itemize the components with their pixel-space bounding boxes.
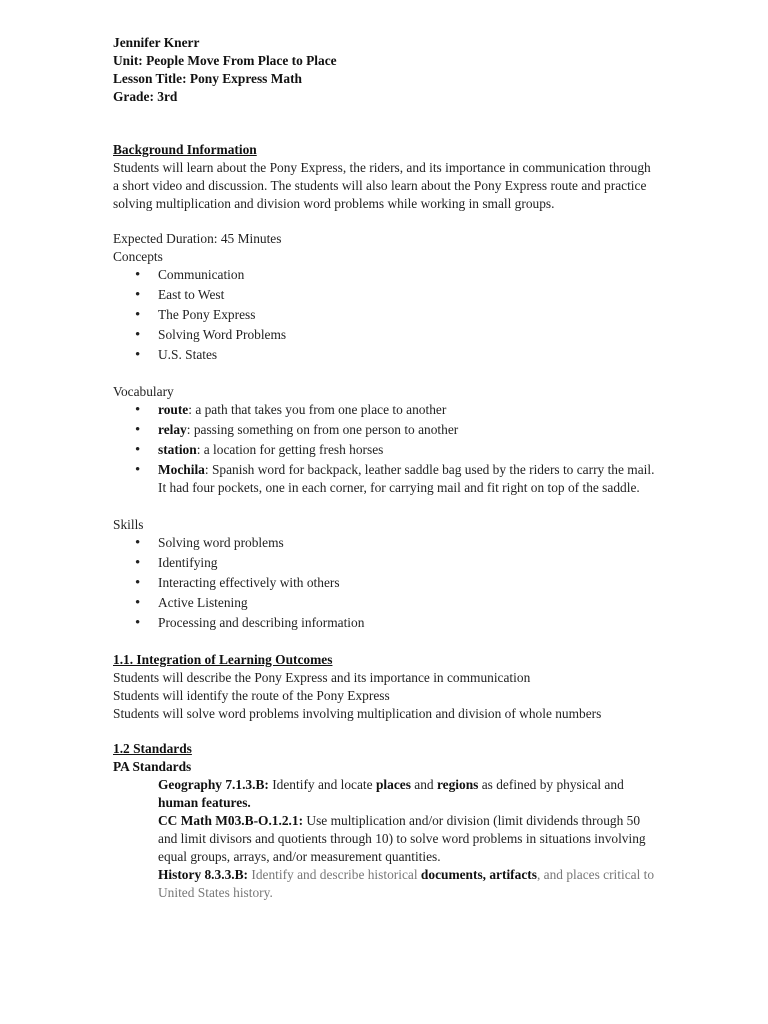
standard-label: History 8.3.3.B:	[158, 867, 249, 882]
author-name: Jennifer Knerr	[113, 35, 200, 50]
outcome-line: Students will describe the Pony Express and its importance in communication	[113, 670, 531, 685]
vocab-term: route	[158, 402, 189, 417]
standards-heading: 1.2 Standards	[113, 741, 192, 756]
geography-standard	[113, 776, 658, 812]
vocab-term: Mochila	[158, 462, 205, 477]
vocab-def: : passing something on from one person to another	[186, 422, 459, 437]
background-heading: Background Information	[113, 142, 257, 157]
standard-bold: human features.	[158, 795, 251, 810]
vocab-term: station	[158, 442, 197, 457]
standard-text: Identify and locate	[268, 777, 376, 792]
standard-text: Identify and describe historical	[248, 867, 421, 882]
unit-line: Unit: People Move From Place to Place	[113, 53, 337, 68]
list-item: • Solving word problems	[113, 534, 658, 552]
list-item	[113, 421, 658, 439]
pa-standards-subheading: PA Standards	[113, 759, 192, 774]
list-item: • Communication	[113, 266, 658, 284]
list-item: • Active Listening	[113, 594, 658, 612]
concepts-list	[113, 266, 658, 364]
vocab-def: : Spanish word for backpack, leather saddle bag used by the riders to carry the mail. It had four pockets, one in each corner, for carrying mail and fit right on top of the saddle.	[158, 462, 655, 495]
document-page	[113, 34, 658, 902]
duration-line: Expected Duration: 45 Minutes	[113, 231, 282, 246]
concepts-label: Concepts	[113, 249, 163, 264]
list-item	[113, 401, 658, 419]
standard-text: as defined by physical and	[478, 777, 624, 792]
list-item: • Interacting effectively with others	[113, 574, 658, 592]
outcome-line: Students will identify the route of the Pony Express	[113, 688, 390, 703]
list-item: • U.S. States	[113, 346, 658, 364]
grade-line: Grade: 3rd	[113, 89, 178, 104]
outcomes-heading: 1.1. Integration of Learning Outcomes	[113, 652, 333, 667]
list-item: • Processing and describing information	[113, 614, 658, 632]
standard-text: Use multiplication and/or division (limit dividends through 50 and limit divisors and quotients through 10) to solve word problems in situations involving equal groups, arrays, and/or measurement quantities.	[158, 813, 646, 864]
history-standard	[113, 866, 658, 902]
standard-label: CC Math M03.B-O.1.2.1:	[158, 813, 304, 828]
list-item	[113, 441, 658, 459]
list-item: • The Pony Express	[113, 306, 658, 324]
lesson-title: Lesson Title: Pony Express Math	[113, 71, 302, 86]
list-item: • Solving Word Problems	[113, 326, 658, 344]
list-item: • Identifying	[113, 554, 658, 572]
standard-bold: documents, artifacts	[420, 867, 537, 882]
vocab-def: : a location for getting fresh horses	[196, 442, 384, 457]
standard-text: and	[410, 777, 437, 792]
list-item	[113, 461, 658, 497]
vocabulary-label: Vocabulary	[113, 384, 174, 399]
outcome-line: Students will solve word problems involving multiplication and division of whole numbers	[113, 706, 602, 721]
standard-bold: regions	[436, 777, 479, 792]
list-item: • East to West	[113, 286, 658, 304]
vocab-term: relay	[158, 422, 187, 437]
skills-label: Skills	[113, 517, 144, 532]
vocabulary-list	[113, 401, 658, 497]
standard-text: , and places critical to United States history.	[158, 867, 655, 900]
background-text: Students will learn about the Pony Express, the riders, and its importance in communication through a short video and discussion. The students will also learn about the Pony Express route and practice solving multiplication and division word problems while working in small groups.	[113, 160, 651, 211]
vocab-def: : a path that takes you from one place to another	[188, 402, 447, 417]
standard-bold: places	[375, 777, 411, 792]
skills-list	[113, 534, 658, 632]
math-standard	[113, 812, 658, 866]
standard-label: Geography 7.1.3.B:	[158, 777, 269, 792]
